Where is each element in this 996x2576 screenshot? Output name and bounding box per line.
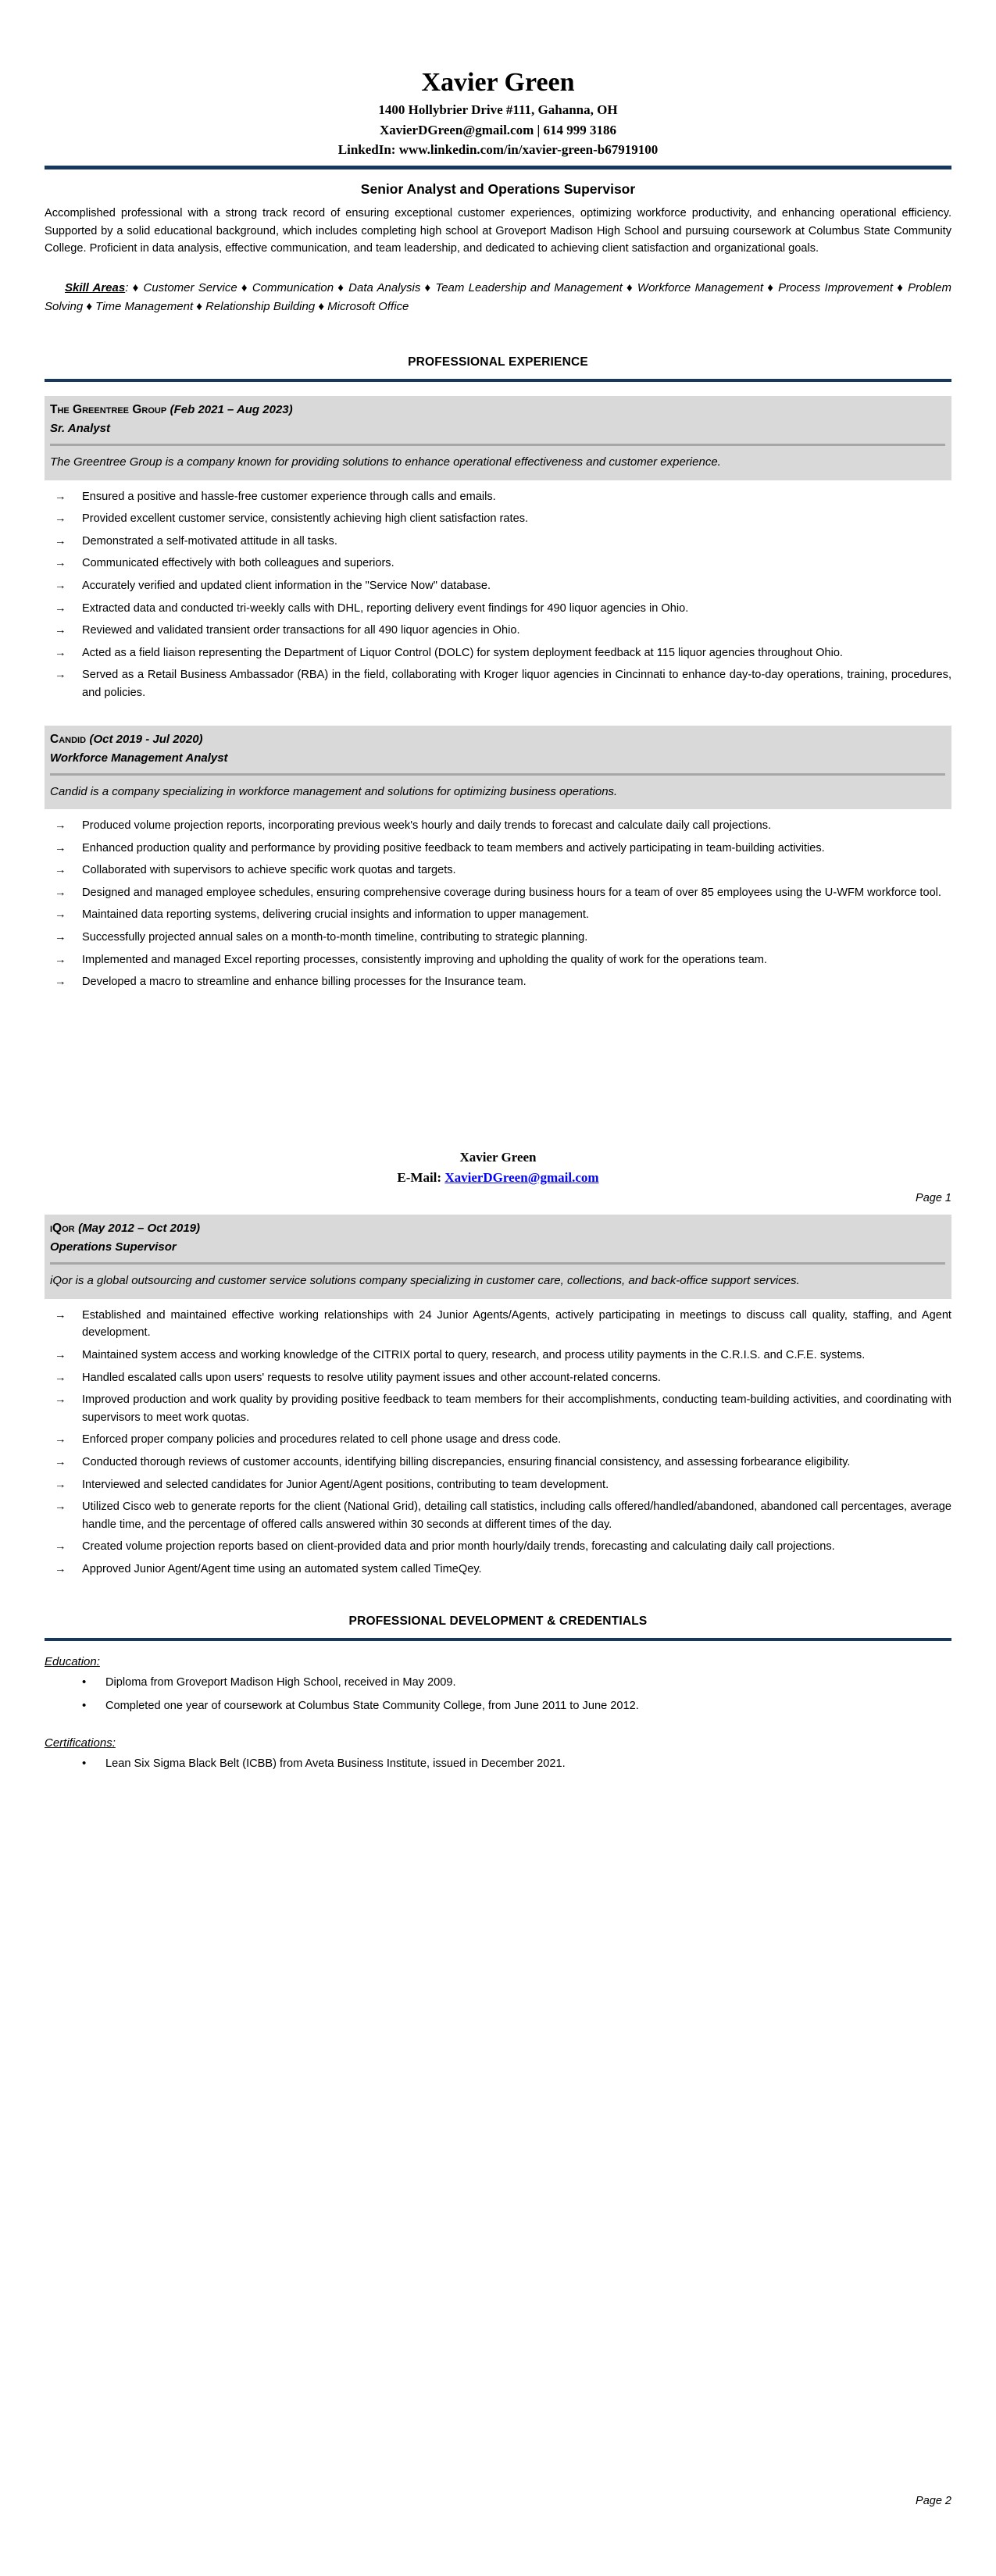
job-bullet: → Reviewed and validated transient order transactions for all 490 liquor agencies in Ohio. [45, 622, 951, 640]
education-item: • Completed one year of coursework at Columbus State Community College, from June 2011 to June 2012. [45, 1698, 951, 1715]
job-description: The Greentree Group is a company known for providing solutions to enhance operational effectiveness and customer experience. [50, 455, 721, 469]
candidate-name-page2: Xavier Green [459, 1149, 537, 1165]
email-phone-line: XavierDGreen@gmail.com | 614 999 3186 [380, 122, 616, 137]
job-header-box [45, 1215, 951, 1298]
page-number-2: Page 2 [916, 2495, 951, 2507]
job-bullet: → Enforced proper company policies and procedures related to cell phone usage and dress code. [45, 1431, 951, 1449]
job-bullet-list [45, 488, 951, 702]
education-label: Education: [45, 1654, 100, 1668]
job-role: Workforce Management Analyst [50, 751, 228, 765]
job-bullet: → Collaborated with supervisors to achieve specific work quotas and targets. [45, 862, 951, 879]
job-iqor [45, 1215, 951, 1578]
job-divider-line [50, 444, 945, 446]
skill-areas [45, 279, 951, 316]
job-bullet: → Extracted data and conducted tri-weekly calls with DHL, reporting delivery event findings for 490 liquor agencies in Ohio. [45, 600, 951, 618]
job-candid [45, 726, 951, 991]
section-heading-credentials: PROFESSIONAL DEVELOPMENT & CREDENTIALS [348, 1614, 648, 1628]
job-description: Candid is a company specializing in workforce management and solutions for optimizing business operations. [50, 784, 618, 798]
job-dates: (Oct 2019 - Jul 2020) [89, 732, 203, 746]
education-list [45, 1675, 951, 1715]
job-bullet: → Accurately verified and updated client information in the "Service Now" database. [45, 577, 951, 595]
job-bullet: → Served as a Retail Business Ambassador (RBA) in the field, collaborating with Kroger liquor agencies in Cincinnati to enhance day-to-day operations, training, procedures, and policies. [45, 666, 951, 701]
job-header-box [45, 396, 951, 480]
job-bullet: → Ensured a positive and hassle-free customer experience through calls and emails. [45, 488, 951, 506]
job-bullet: → Successfully projected annual sales on a month-to-month timeline, contributing to strategic planning. [45, 929, 951, 947]
job-bullet: → Designed and managed employee schedules, ensuring comprehensive coverage during business hours for a team of over 85 employees using the U-WFM workforce tool. [45, 884, 951, 902]
summary-paragraph: Accomplished professional with a strong track record of ensuring exceptional customer experiences, optimizing workforce productivity, and enhancing operational efficiency. Supported by a solid educational background, which includes completing high school at Groveport Madison High School and pursuing coursework at Columbus State Community College. Proficient in data analysis, effective communication, and team leadership, and dedicated to achieving client satisfaction and organizational goals. [45, 206, 951, 255]
certifications-list [45, 1756, 951, 1773]
page1-header [45, 67, 951, 160]
job-dates: (Feb 2021 – Aug 2023) [170, 403, 293, 417]
address-line: 1400 Hollybrier Drive #111, Gahanna, OH [378, 102, 618, 118]
job-bullet: → Maintained data reporting systems, delivering crucial insights and information to upper management. [45, 906, 951, 924]
experience-divider-line [45, 379, 951, 382]
job-bullet: → Approved Junior Agent/Agent time using an automated system called TimeQey. [45, 1561, 951, 1579]
resume-title: Senior Analyst and Operations Supervisor [360, 180, 636, 197]
job-bullet: → Interviewed and selected candidates for Junior Agent/Agent positions, contributing to team development. [45, 1476, 951, 1494]
job-bullet-list [45, 1307, 951, 1579]
job-bullet: → Provided excellent customer service, consistently achieving high client satisfaction rates. [45, 510, 951, 528]
job-bullet-list [45, 817, 951, 991]
job-company-line [50, 733, 945, 747]
page-number-1: Page 1 [916, 1192, 951, 1204]
job-company-line [50, 403, 945, 417]
job-bullet: → Maintained system access and working knowledge of the CITRIX portal to query, research, and process utility payments in the C.R.I.S. and C.F.E. systems. [45, 1347, 951, 1365]
contact-block [45, 100, 951, 160]
education-item: • Diploma from Groveport Madison High School, received in May 2009. [45, 1675, 951, 1692]
job-greentree [45, 396, 951, 701]
skill-areas-colon: : [125, 281, 129, 295]
email-link[interactable]: XavierDGreen@gmail.com [444, 1170, 599, 1186]
job-bullet: → Improved production and work quality by providing positive feedback to team members for their accomplishments, conducting team-building activities, and coordinating with supervisors to meet work quotas. [45, 1391, 951, 1426]
job-company: iQor [50, 1222, 75, 1236]
job-bullet: → Developed a macro to streamline and enhance billing processes for the Insurance team. [45, 973, 951, 991]
job-company-line [50, 1222, 945, 1236]
job-company: The Greentree Group [50, 403, 167, 417]
linkedin-line: LinkedIn: www.linkedin.com/in/xavier-green-b67919100 [337, 142, 659, 158]
job-divider-line [50, 1262, 945, 1265]
job-description: iQor is a global outsourcing and customer service solutions company specializing in customer care, collections, and back-office support services. [50, 1274, 800, 1288]
job-bullet: → Conducted thorough reviews of customer accounts, identifying billing discrepancies, ensuring financial consistency, and assessing forbearance eligibility. [45, 1454, 951, 1472]
section-heading-experience: PROFESSIONAL EXPERIENCE [408, 355, 588, 369]
job-divider-line [50, 773, 945, 776]
email-line [45, 1168, 951, 1188]
job-dates: (May 2012 – Oct 2019) [78, 1222, 201, 1236]
certification-item: • Lean Six Sigma Black Belt (ICBB) from Aveta Business Institute, issued in December 2021. [45, 1756, 951, 1773]
job-bullet: → Utilized Cisco web to generate reports for the client (National Grid), detailing call statistics, including calls offered/handled/abandoned, abandoned call percentages, average handle time, and the percentage of offered calls answered within 30 seconds at different times of the day. [45, 1498, 951, 1533]
job-bullet: → Enhanced production quality and performance by providing positive feedback to team members and actively participating in team-building activities. [45, 840, 951, 858]
job-header-box [45, 726, 951, 809]
header-divider-line [45, 166, 951, 169]
job-bullet: → Acted as a field liaison representing the Department of Liquor Control (DOLC) for system deployment feedback at 115 liquor agencies throughout Ohio. [45, 644, 951, 662]
skill-areas-list: ♦ Customer Service ♦ Communication ♦ Data Analysis ♦ Team Leadership and Management ♦ Workforce Management ♦ Process Improvement ♦ Problem Solving ♦ Time Management ♦ Relationship Building ♦ Microsoft Office [45, 281, 952, 314]
page2-header [45, 1147, 951, 1189]
job-bullet: → Demonstrated a self-motivated attitude in all tasks. [45, 533, 951, 551]
job-role: Sr. Analyst [50, 422, 110, 436]
certifications-label: Certifications: [45, 1736, 116, 1750]
credentials-divider-line [45, 1638, 951, 1641]
job-company: Candid [50, 732, 87, 746]
skill-areas-label: Skill Areas [65, 281, 126, 295]
job-bullet: → Handled escalated calls upon users' requests to resolve utility payment issues and other account-related concerns. [45, 1369, 951, 1387]
job-role: Operations Supervisor [50, 1240, 177, 1254]
job-bullet: → Implemented and managed Excel reporting processes, consistently improving and upholding the quality of work for the operations team. [45, 951, 951, 969]
job-bullet: → Communicated effectively with both colleagues and superiors. [45, 555, 951, 573]
job-bullet: → Established and maintained effective working relationships with 24 Junior Agents/Agents, actively participating in meetings to discuss call quality, staffing, and Agent development. [45, 1307, 951, 1342]
job-bullet: → Created volume projection reports based on client-provided data and prior month hourly/daily trends, forecasting and calculating daily call projections. [45, 1538, 951, 1556]
candidate-name: Xavier Green [421, 68, 575, 97]
job-bullet: → Produced volume projection reports, incorporating previous week's hourly and daily trends to forecast and calculate daily call projections. [45, 817, 951, 835]
email-label: E-Mail: [397, 1170, 442, 1186]
